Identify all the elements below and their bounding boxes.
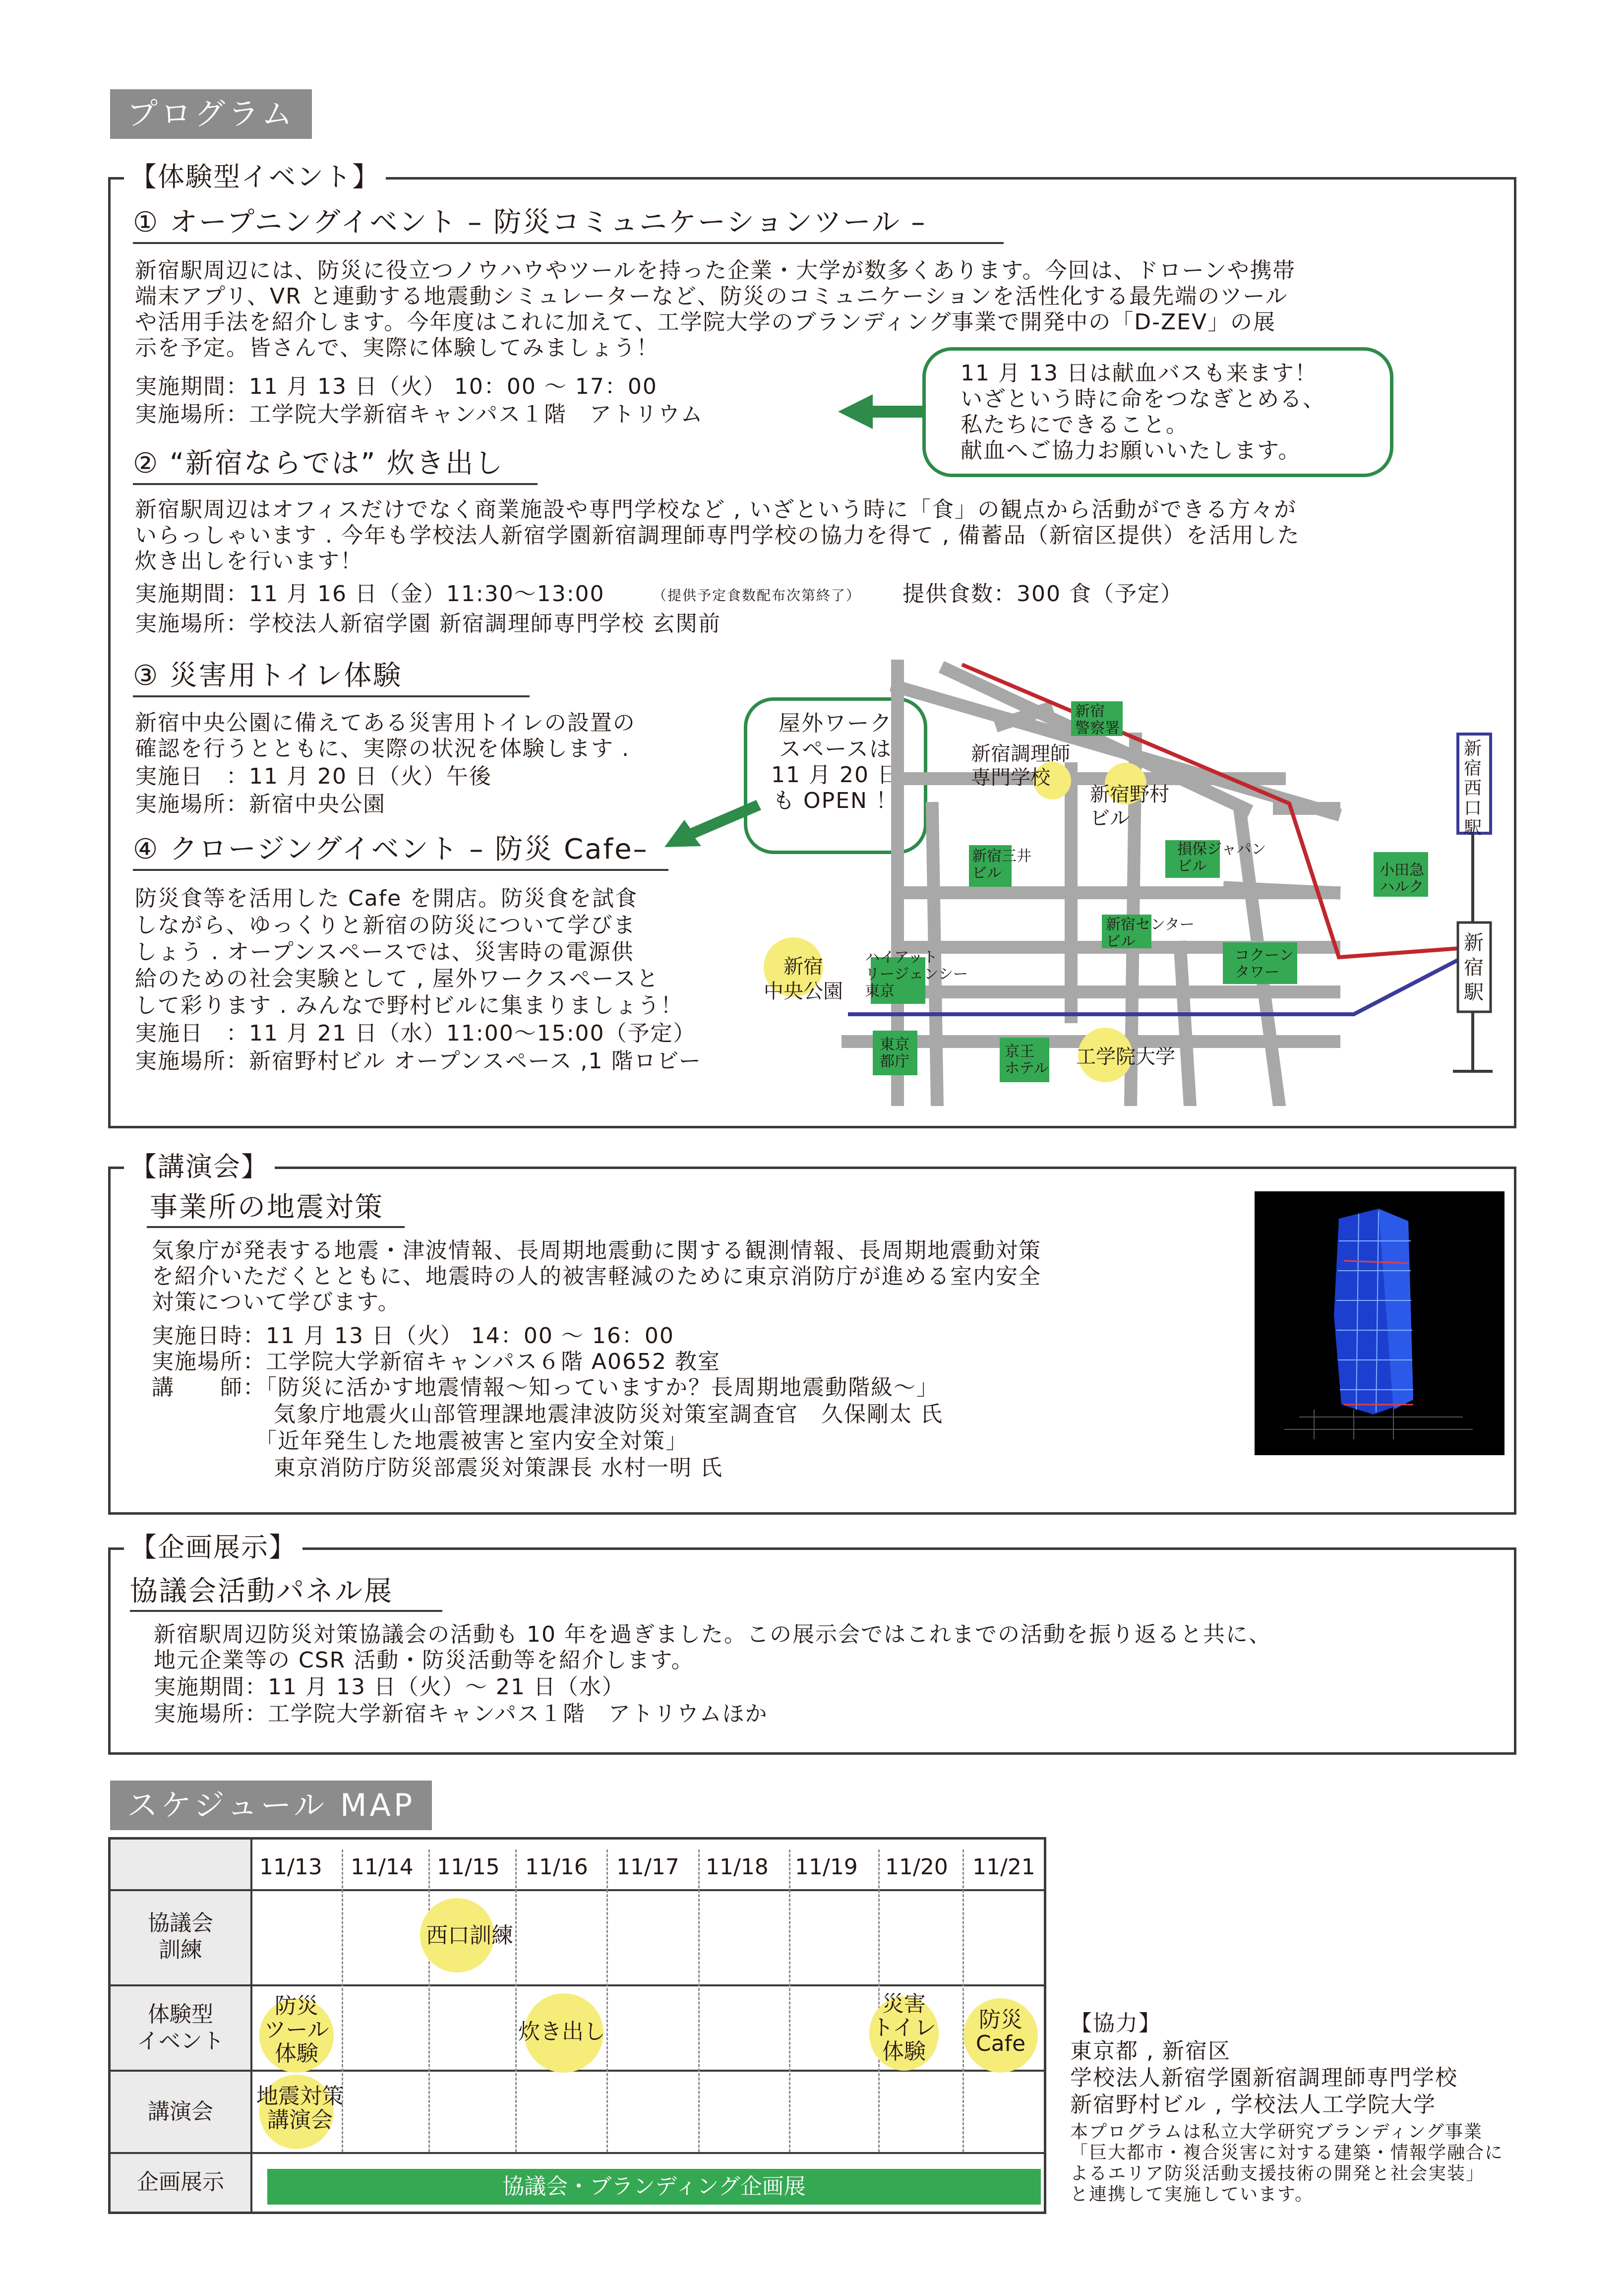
map-label-kogakuin: 工学院大学 — [1076, 1046, 1175, 1068]
schedule-table — [108, 1837, 1046, 2214]
closing-place: 実施場所：新宿野村ビル オープンスペース ,1 階ロビー — [135, 1048, 702, 1074]
lecture-title: 【講演会】 — [124, 1150, 275, 1184]
lecture-date: 実施日時：11 月 13 日（火） 14：00 ～ 16：00 — [152, 1323, 674, 1349]
closing-line: しながら、ゆっくりと新宿の防災について学びま — [135, 913, 636, 938]
takidashi-item: 炊き出し — [518, 2019, 605, 2044]
exhibit-period: 実施期間：11 月 13 日（火）～ 21 日（水） — [154, 1674, 625, 1700]
takidashi-place: 実施場所：学校法人新宿学園 新宿調理師専門学校 玄関前 — [135, 611, 721, 636]
callout-line: いざという時に命をつなぎとめる、 — [961, 386, 1325, 412]
schedule-corner — [111, 1840, 250, 1889]
closing-line: 防災食等を活用した Cafe を開店。防災食を試食 — [135, 886, 638, 911]
lecture-line: 対策について学びます。 — [152, 1290, 401, 1315]
cooperation-note: 「巨大都市・複合災害に対する建築・情報学融合に — [1070, 2143, 1504, 2163]
callout-line: スペースは — [779, 737, 892, 762]
takidashi-period-note: （提供予定食数配布次第終了） — [653, 587, 861, 604]
tool-item: 防災 ツール 体験 — [264, 1993, 329, 2066]
takidashi-line: いらっしゃいます . 今年も学校法人新宿学園新宿調理師専門学校の協力を得て , 備蓄品（新宿区提供）を活用した — [135, 523, 1300, 548]
schedule-header: スケジュール MAP — [110, 1781, 432, 1830]
blood-drive-callout — [922, 347, 1393, 477]
date-cell: 11/18 — [706, 1854, 769, 1880]
callout-line: 献血へご協力お願いいたします。 — [961, 438, 1301, 463]
day-separator — [698, 1849, 700, 2152]
takidashi-line: 新宿駅周辺はオフィスだけでなく商業施設や専門学校など , いざという時に「食」の観点から活動ができる方々が — [135, 497, 1297, 522]
cooperation-note: 本プログラムは私立大学研究ブランディング事業 — [1070, 2122, 1483, 2142]
opening-heading: ① オープニングイベント – 防災コミュニケーションツール – — [133, 206, 927, 239]
row-label-exhibit: 企画展示 — [137, 2169, 224, 2195]
lecture-item: 地震対策 講演会 — [256, 2084, 344, 2133]
row-label-lecture: 講演会 — [148, 2099, 213, 2124]
date-cell: 11/21 — [972, 1854, 1035, 1880]
toilet-line: 確認を行うとともに、実際の状況を体験します . — [135, 736, 630, 761]
exhibit-place: 実施場所：工学院大学新宿キャンパス１階 アトリウムほか — [154, 1701, 768, 1726]
map-label-mitsui: 新宿三井 ビル — [972, 848, 1031, 882]
takidashi-heading: ② “新宿ならでは” 炊き出し — [133, 447, 504, 480]
lecture-speaker: 気象庁地震火山部管理課地震津波防災対策室調査官 久保剛太 氏 — [152, 1402, 943, 1427]
map-label-hyatt: ハイアット リージェンシー 東京 — [865, 949, 968, 1000]
map-label-park: 新宿 中央公園 — [764, 955, 843, 1003]
toilet-date: 実施日 ：11 月 20 日（火）午後 — [135, 764, 492, 789]
cooperation-line: 学校法人新宿学園新宿調理師専門学校 — [1070, 2065, 1458, 2091]
map-label-cocoon: コクーン タワー — [1235, 947, 1294, 981]
opening-line: 新宿駅周辺には、防災に役立つノウハウやツールを持った企業・大学が数多くあります。今回は、ドローンや携帯 — [135, 258, 1296, 283]
closing-line: しょう . オープンスペースでは、災害時の電源供 — [135, 939, 634, 965]
day-separator — [428, 1849, 430, 2152]
exhibit-heading: 協議会活動パネル展 — [130, 1575, 393, 1607]
opening-line: や活用手法を紹介します。今年度はこれに加えて、工学院大学のブランディング事業で開発中の「D-ZEV」の展 — [135, 309, 1276, 335]
exhibit-title: 【企画展示】 — [124, 1530, 302, 1565]
opening-period: 実施期間：11 月 13 日（火） 10：00 ～ 17：00 — [135, 374, 658, 399]
lecture-speaker: 「近年発生した地震被害と室内安全対策」 — [152, 1428, 688, 1454]
lecture-heading: 事業所の地震対策 — [150, 1191, 384, 1224]
drill-item: 西口訓練 — [426, 1923, 513, 1948]
map-label-sompo: 損保ジャパン ビル — [1177, 841, 1266, 875]
closing-date: 実施日 ：11 月 21 日（水）11:00～15:00（予定） — [135, 1021, 696, 1046]
date-cell: 11/19 — [795, 1854, 858, 1880]
toilet-line: 新宿中央公園に備えてある災害用トイレの設置の — [135, 710, 636, 736]
date-cell: 11/13 — [259, 1854, 322, 1880]
lecture-speaker: 東京消防庁防災部震災対策課長 水村一明 氏 — [152, 1455, 723, 1480]
takidashi-underline — [133, 483, 538, 485]
cooperation-line: 新宿野村ビル , 学校法人工学院大学 — [1070, 2092, 1436, 2117]
cafe-item: 防災 Cafe — [975, 2007, 1026, 2056]
cooperation-note: と連携して実施しています。 — [1070, 2184, 1314, 2205]
opening-underline — [133, 242, 1004, 244]
date-cell: 11/14 — [351, 1854, 414, 1880]
grid-line — [111, 1984, 1044, 1986]
toilet-place: 実施場所：新宿中央公園 — [135, 792, 386, 817]
toilet-item: 災害 トイレ 体験 — [872, 1991, 936, 2064]
toilet-underline — [133, 695, 530, 697]
callout-line: 11 月 13 日は献血バスも来ます！ — [961, 361, 1318, 386]
exhibit-line: 新宿駅周辺防災対策協議会の活動も 10 年を過ぎました。この展示会ではこれまでの活動を振り返ると共に、 — [154, 1622, 1271, 1647]
closing-line: 給のための社会実験として , 屋外ワークスペースと — [135, 966, 660, 991]
opening-line: 端末アプリ、VR と連動する地震動シミュレーターなど、防災のコミュニケーションを活性化する最先端のツール — [135, 284, 1288, 309]
date-cell: 11/20 — [885, 1854, 948, 1880]
date-cell: 11/16 — [525, 1854, 588, 1880]
row-label-drill: 協議会 訓練 — [148, 1910, 213, 1963]
building-simulation-image — [1255, 1191, 1504, 1455]
map-label-odakyu: 小田急 ハルク — [1380, 862, 1424, 896]
exhibit-item: 協議会・ブランディング企画展 — [502, 2174, 806, 2199]
closing-line: して彩ります . みんなで野村ビルに集まりましょう！ — [135, 993, 683, 1018]
exhibit-line: 地元企業等の CSR 活動・防災活動等を紹介します。 — [154, 1648, 694, 1673]
toilet-heading: ③ 災害用トイレ体験 — [133, 660, 403, 692]
cooperation-note: よるエリア防災活動支援技術の開発と社会実装」 — [1070, 2163, 1485, 2184]
map-label-nomura: 新宿野村 ビル — [1090, 783, 1169, 830]
lecture-underline — [147, 1226, 405, 1228]
callout-line: 私たちにできること。 — [961, 412, 1189, 437]
opening-line: 示を予定。皆さんで、実際に体験してみましょう！ — [135, 335, 660, 361]
map-label-shinjuku-station: 新宿駅 — [1464, 931, 1484, 1004]
day-separator — [789, 1849, 790, 2152]
callout-line: も OPEN ！ — [773, 788, 899, 813]
opening-place: 実施場所：工学院大学新宿キャンパス１階 アトリウム — [135, 402, 704, 427]
takidashi-servings: 提供食数：300 食（予定） — [902, 581, 1183, 607]
map-label-center: 新宿センター ビル — [1106, 916, 1195, 950]
lecture-line: を紹介いただくとともに、地震時の人的被害軽減のために東京消防庁が進める室内安全 — [152, 1264, 1041, 1289]
lecture-place: 実施場所：工学院大学新宿キャンパス６階 A0652 教室 — [152, 1349, 721, 1374]
takidashi-line: 炊き出しを行います！ — [135, 549, 363, 574]
day-separator — [515, 1849, 517, 2152]
exhibit-underline — [130, 1610, 442, 1612]
map-label-cooking-school: 新宿調理師 専門学校 — [971, 742, 1070, 789]
cooperation-title: 【協力】 — [1070, 2011, 1161, 2036]
closing-heading: ④ クロージングイベント – 防災 Cafe– — [133, 833, 649, 865]
map-label-nishiguchi: 新宿西口駅 — [1463, 739, 1482, 838]
row-label-event: 体験型 イベント — [137, 2002, 224, 2054]
takidashi-period: 実施期間：11 月 16 日（金）11:30～13:00 — [135, 581, 605, 607]
experience-title: 【体験型イベント】 — [124, 160, 386, 194]
date-cell: 11/15 — [437, 1854, 500, 1880]
date-cell: 11/17 — [616, 1854, 679, 1880]
callout-line: 11 月 20 日 — [771, 762, 900, 788]
program-header: プログラム — [110, 89, 312, 139]
map-label-police: 新宿 警察署 — [1075, 703, 1120, 737]
callout-line: 屋外ワーク — [779, 711, 893, 736]
closing-underline — [133, 869, 668, 871]
cooperation-line: 東京都 , 新宿区 — [1070, 2038, 1231, 2064]
arrow-left-icon — [664, 798, 764, 852]
map-label-tocho: 東京 都庁 — [880, 1036, 909, 1070]
day-separator — [962, 1849, 964, 2152]
grid-line — [111, 2152, 1044, 2154]
map-label-keio: 京王 ホテル — [1005, 1043, 1049, 1077]
lecture-speaker: 講 師：「防災に活かす地震情報～知っていますか？長周期地震動階級～」 — [152, 1375, 939, 1400]
day-separator — [606, 1849, 608, 2152]
grid-line — [250, 1840, 252, 2212]
lecture-line: 気象庁が発表する地震・津波情報、長周期地震動に関する観測情報、長周期地震動対策 — [152, 1238, 1041, 1263]
